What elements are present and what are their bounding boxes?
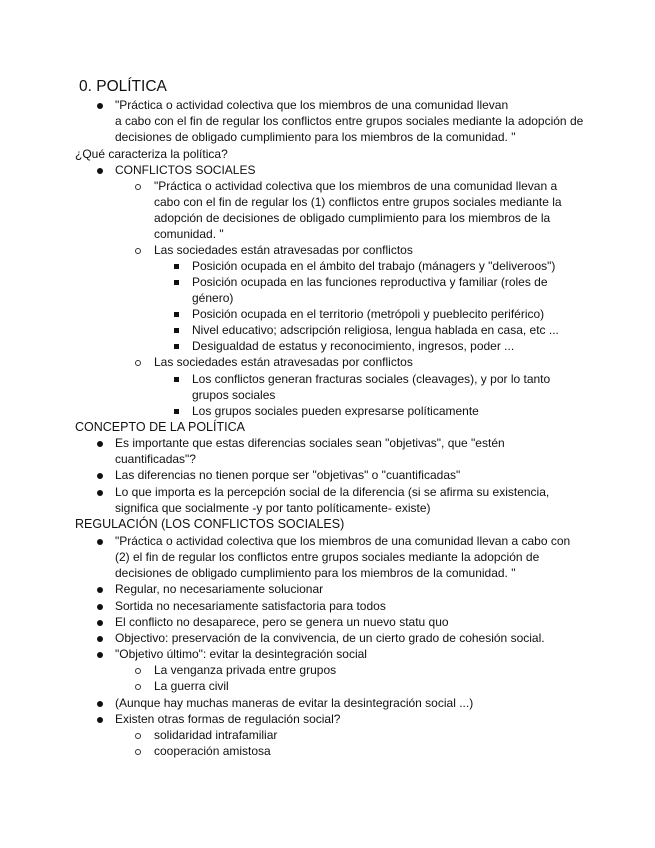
bullet-circle: [135, 733, 141, 739]
list-item: Desigualdad de estatus y reconocimiento, ingresos, poder ...: [192, 339, 515, 353]
bullet-square: [174, 344, 179, 349]
definition-line: "Práctica o actividad colectiva que los miembros de una comunidad llevan: [115, 98, 509, 112]
definition-line: decisiones de obligado cumplimiento para los miembros de la comunidad. ": [115, 130, 516, 144]
list-item: Sortida no necesariamente satisfactoria para todos: [115, 599, 386, 613]
definition-line: cabo con el fin de regular los (1) conflictos entre grupos sociales mediante la: [154, 195, 562, 209]
bullet-dot: [97, 490, 103, 496]
list-item: El conflicto no desaparece, pero se genera un nuevo statu quo: [115, 615, 449, 629]
subheading-conflictos: CONFLICTOS SOCIALES: [115, 163, 256, 177]
list-item: Los conflictos generan fracturas sociales (cleavages), y por lo tanto: [192, 372, 551, 386]
bullet-square: [174, 264, 179, 269]
list-item: grupos sociales: [192, 388, 276, 402]
bullet-square: [174, 409, 179, 414]
list-item: cuantificadas"?: [115, 452, 196, 466]
bullet-square: [174, 328, 179, 333]
list-item: Existen otras formas de regulación social?: [115, 712, 341, 726]
bullet-dot: [97, 620, 103, 626]
question-line: ¿Qué caracteriza la política?: [75, 147, 228, 161]
section-heading-regulacion: REGULACIÓN (LOS CONFLICTOS SOCIALES): [75, 517, 345, 531]
bullet-circle: [135, 668, 141, 674]
bullet-dot: [97, 587, 103, 593]
bullet-dot: [97, 103, 103, 109]
list-item: Las sociedades están atravesadas por conflictos: [154, 243, 413, 257]
list-item: Lo que importa es la percepción social de la diferencia (si se afirma su existencia,: [115, 485, 550, 499]
list-item: Los grupos sociales pueden expresarse políticamente: [192, 404, 479, 418]
list-item: Nivel educativo; adscripción religiosa, lengua hablada en casa, etc ...: [192, 323, 559, 337]
list-item: cooperación amistosa: [154, 744, 271, 758]
definition-line: "Práctica o actividad colectiva que los miembros de una comunidad llevan a: [154, 179, 558, 193]
definition-line: adopción de decisiones de obligado cumplimiento para los miembros de la: [154, 211, 551, 225]
bullet-circle: [135, 184, 141, 190]
list-item: Posición ocupada en las funciones reproductiva y familiar (roles de: [192, 275, 548, 289]
bullet-circle: [135, 684, 141, 690]
bullet-dot: [97, 168, 103, 174]
bullet-square: [174, 377, 179, 382]
list-item: Objectivo: preservación de la convivencia, de un cierto grado de cohesión social.: [115, 631, 545, 645]
bullet-dot: [97, 652, 103, 658]
definition-line: a cabo con el fin de regular los conflictos entre grupos sociales mediante la adopción de: [115, 114, 584, 128]
page-title: 0. POLÍTICA: [79, 78, 167, 95]
list-item: "Objetivo último": evitar la desintegración social: [115, 647, 367, 661]
list-item: Es importante que estas diferencias sociales sean "objetivas", que "estén: [115, 436, 505, 450]
bullet-square: [174, 312, 179, 317]
section-heading-concepto: CONCEPTO DE LA POLÍTICA: [75, 420, 245, 434]
list-item: género): [192, 291, 234, 305]
definition-line: comunidad. ": [154, 227, 224, 241]
list-item: Posición ocupada en el ámbito del trabajo (mánagers y "deliveroos"): [192, 259, 556, 273]
bullet-circle: [135, 248, 141, 254]
definition-line: decisiones de obligado cumplimiento para los miembros de la comunidad. ": [115, 566, 516, 580]
list-item: La guerra civil: [154, 679, 229, 693]
list-item: Regular, no necesariamente solucionar: [115, 582, 324, 596]
bullet-dot: [97, 473, 103, 479]
list-item: (Aunque hay muchas maneras de evitar la desintegración social ...): [115, 696, 474, 710]
bullet-dot: [97, 717, 103, 723]
bullet-dot: [97, 604, 103, 610]
definition-line: (2) el fin de regular los conflictos entre grupos sociales mediante la adopción de: [115, 550, 540, 564]
bullet-dot: [97, 636, 103, 642]
list-item: La venganza privada entre grupos: [154, 663, 337, 677]
list-item: Las sociedades están atravesadas por conflictos: [154, 355, 413, 369]
bullet-circle: [135, 749, 141, 755]
list-item: Posición ocupada en el territorio (metrópoli y pueblecito periférico): [192, 307, 545, 321]
bullet-square: [174, 280, 179, 285]
bullet-circle: [135, 360, 141, 366]
bullet-dot: [97, 441, 103, 447]
definition-line: "Práctica o actividad colectiva que los miembros de una comunidad llevan a cabo con: [115, 534, 571, 548]
list-item: Las diferencias no tienen porque ser "objetivas" o "cuantificadas": [115, 468, 461, 482]
list-item: solidaridad intrafamiliar: [154, 728, 278, 742]
bullet-dot: [97, 539, 103, 545]
bullet-dot: [97, 701, 103, 707]
list-item: significa que socialmente -y por tanto políticamente- existe): [115, 501, 431, 515]
